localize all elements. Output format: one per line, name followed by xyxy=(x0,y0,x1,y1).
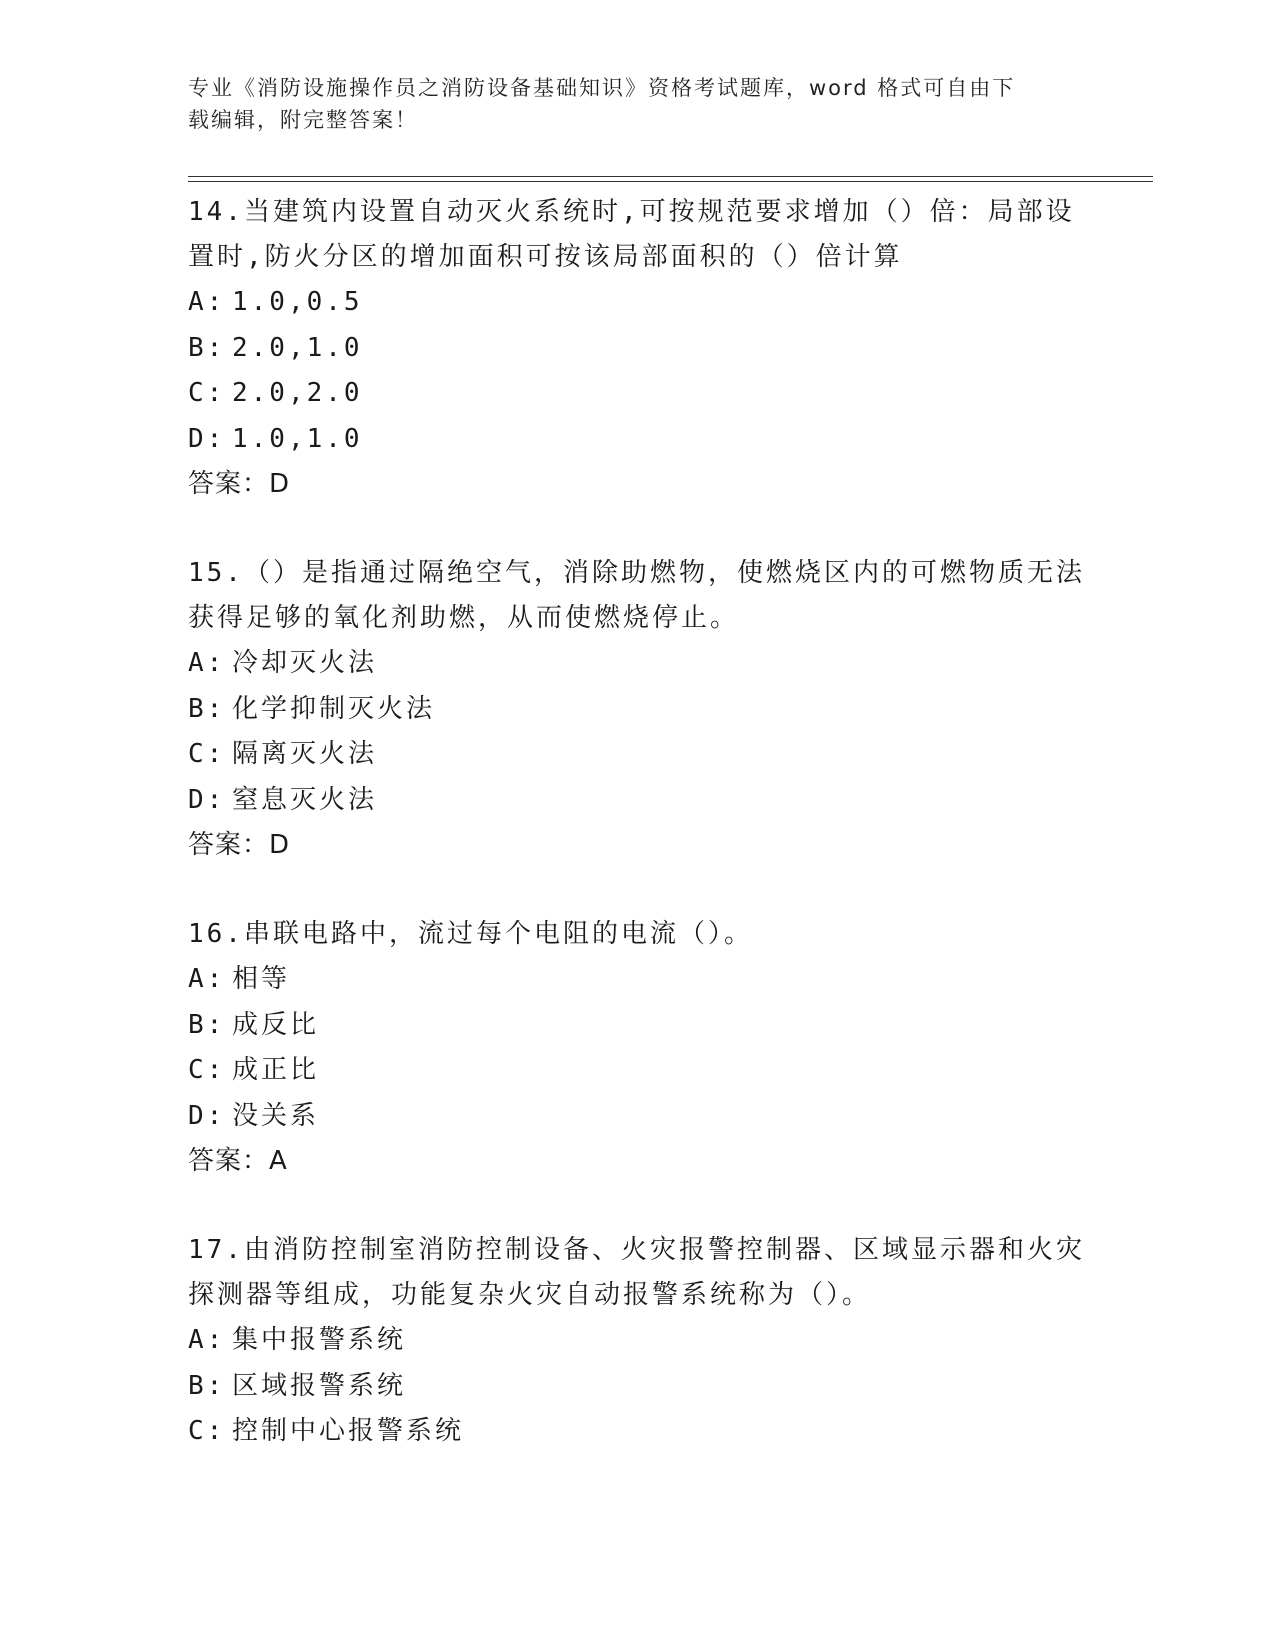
option-text: 成反比 xyxy=(232,1009,320,1040)
option-key: B: xyxy=(188,332,226,363)
question-text: 16.串联电路中，流过每个电阻的电流（）。 xyxy=(188,919,753,949)
option-key: A: xyxy=(188,287,226,317)
option-key: A: xyxy=(188,1325,226,1355)
option-text: 窒息灭火法 xyxy=(232,784,378,815)
option-d xyxy=(188,417,1088,463)
option-key: B: xyxy=(188,1009,226,1040)
option-key: A: xyxy=(188,964,226,994)
question-text: 14.当建筑内设置自动灭火系统时,可按规范要求增加（）倍：局部设置时,防火分区的增加面积可按该局部面积的（）倍计算 xyxy=(188,197,1075,272)
option-d xyxy=(188,1094,1088,1140)
option-b xyxy=(188,687,1088,733)
option-text: 1.0,0.5 xyxy=(232,287,363,317)
header-line-2: 载编辑，附完整答案！ xyxy=(188,108,418,132)
option-key: C: xyxy=(188,1055,226,1085)
option-text: 成正比 xyxy=(232,1055,320,1085)
option-a xyxy=(188,957,1088,1003)
option-text: 隔离灭火法 xyxy=(232,739,378,769)
option-text: 区域报警系统 xyxy=(232,1370,407,1401)
header-divider-bottom xyxy=(188,181,1153,182)
option-b xyxy=(188,1003,1088,1049)
option-text: 冷却灭火法 xyxy=(232,648,378,678)
option-c xyxy=(188,1409,1088,1455)
option-b xyxy=(188,1364,1088,1410)
question-list xyxy=(188,190,1088,1499)
document-header xyxy=(188,72,1088,136)
option-a xyxy=(188,280,1088,326)
header-divider-top xyxy=(188,176,1153,177)
option-text: 1.0,1.0 xyxy=(232,423,363,454)
question-14 xyxy=(188,190,1088,507)
option-key: C: xyxy=(188,378,226,408)
question-15 xyxy=(188,551,1088,868)
option-key: B: xyxy=(188,693,226,724)
header-line-1: 专业《消防设施操作员之消防设备基础知识》资格考试题库，word 格式可自由下 xyxy=(188,76,1016,100)
question-text: 15.（）是指通过隔绝空气，消除助燃物，使燃烧区内的可燃物质无法获得足够的氧化剂助燃，从而使燃烧停止。 xyxy=(188,558,1085,633)
option-key: A: xyxy=(188,648,226,678)
option-key: D: xyxy=(188,1100,226,1131)
option-a xyxy=(188,1318,1088,1364)
option-c xyxy=(188,732,1088,778)
question-16 xyxy=(188,912,1088,1184)
option-key: D: xyxy=(188,784,226,815)
option-text: 没关系 xyxy=(232,1100,320,1131)
option-key: C: xyxy=(188,1416,226,1446)
question-17 xyxy=(188,1228,1088,1455)
option-c xyxy=(188,1048,1088,1094)
answer-line: 答案：D xyxy=(188,469,291,499)
option-text: 化学抑制灭火法 xyxy=(232,693,436,724)
option-key: D: xyxy=(188,423,226,454)
answer-line: 答案：D xyxy=(188,830,291,860)
option-text: 相等 xyxy=(232,964,291,994)
option-b xyxy=(188,326,1088,372)
answer-line: 答案：A xyxy=(188,1146,288,1176)
question-text: 17.由消防控制室消防控制设备、火灾报警控制器、区域显示器和火灾探测器等组成，功能复杂火灾自动报警系统称为（）。 xyxy=(188,1235,1085,1310)
option-c xyxy=(188,371,1088,417)
option-text: 2.0,2.0 xyxy=(232,378,363,408)
option-d xyxy=(188,778,1088,824)
option-text: 集中报警系统 xyxy=(232,1325,407,1355)
option-text: 2.0,1.0 xyxy=(232,332,363,363)
option-key: C: xyxy=(188,739,226,769)
option-a xyxy=(188,641,1088,687)
option-key: B: xyxy=(188,1370,226,1401)
option-text: 控制中心报警系统 xyxy=(232,1416,465,1446)
